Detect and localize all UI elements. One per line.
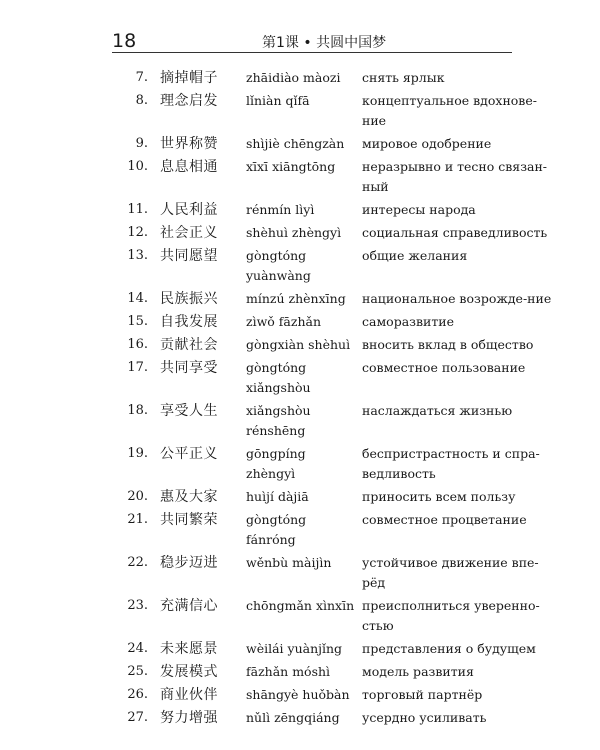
entry-pinyin: gōngpíng zhèngyì (246, 446, 306, 481)
entry-pinyin: rénmín lìyì (246, 202, 315, 217)
entry-number: 22. (127, 555, 148, 570)
entry-number: 12. (127, 225, 148, 240)
entry-translation: совместное процветание (362, 512, 527, 527)
entry-number: 11. (127, 202, 148, 217)
entry-number: 13. (127, 248, 148, 263)
entry-translation: вносить вклад в общество (362, 337, 534, 352)
entry-number: 16. (127, 337, 148, 352)
entry-number: 17. (127, 360, 148, 375)
entry-hanzi: 充满信心 (160, 598, 218, 614)
entry-hanzi: 共同享受 (160, 360, 218, 376)
entry-pinyin: shāngyè huǒbàn (246, 687, 350, 702)
vocab-entry (112, 134, 542, 154)
entry-number: 8. (135, 93, 148, 108)
vocab-entry (112, 68, 542, 88)
entry-hanzi: 社会正义 (160, 225, 218, 241)
entry-number: 25. (127, 664, 148, 679)
entry-number: 10. (127, 159, 148, 174)
entry-translation: социальная справедливость (362, 225, 548, 240)
entry-hanzi: 摘掉帽子 (160, 70, 218, 86)
entry-pinyin: gòngtóng xiǎngshòu (246, 360, 311, 395)
entry-pinyin: mínzú zhènxīng (246, 291, 346, 306)
vocab-entry (112, 358, 542, 398)
vocab-entry (112, 223, 548, 243)
entry-translation: устойчивое движение впе-рёд (362, 555, 539, 590)
entry-translation: совместное пользование (362, 360, 526, 375)
entry-translation: интересы народа (362, 202, 476, 217)
vocab-entry (112, 553, 542, 593)
vocab-entry (112, 596, 542, 636)
vocab-entry (112, 662, 542, 682)
entry-number: 15. (127, 314, 148, 329)
entry-hanzi: 发展模式 (160, 664, 218, 680)
entry-pinyin: nǔlì zēngqiáng (246, 710, 340, 725)
vocab-entry (112, 487, 542, 507)
entry-hanzi: 公平正义 (160, 446, 218, 462)
entry-hanzi: 世界称赞 (160, 136, 218, 152)
vocab-entry (112, 312, 542, 332)
entry-hanzi: 贡献社会 (160, 337, 218, 353)
entry-translation: торговый партнёр (362, 687, 483, 702)
entry-hanzi: 民族振兴 (160, 291, 218, 307)
entry-number: 7. (135, 70, 148, 85)
entry-translation: беспристрастность и спра-ведливость (362, 446, 540, 481)
entry-pinyin: zìwǒ fāzhǎn (246, 314, 321, 329)
entry-number: 20. (127, 489, 148, 504)
vocab-entry (112, 401, 542, 441)
entry-translation: саморазвитие (362, 314, 454, 329)
entry-hanzi: 人民利益 (160, 202, 218, 218)
entry-pinyin: lǐniàn qǐfā (246, 93, 310, 108)
entry-translation: неразрывно и тесно связан-ный (362, 159, 548, 194)
entry-pinyin: xīxī xiāngtōng (246, 159, 336, 174)
vocabulary-list (112, 68, 552, 731)
entry-pinyin: chōngmǎn xìnxīn (246, 598, 355, 613)
entry-translation: национальное возрожде-ние (362, 291, 552, 306)
entry-pinyin: shìjiè chēngzàn (246, 136, 345, 151)
entry-translation: приносить всем пользу (362, 489, 516, 504)
running-head: 第1课 • 共圆中国梦 (262, 35, 387, 51)
entry-hanzi: 共同繁荣 (160, 512, 218, 528)
entry-number: 21. (127, 512, 148, 527)
entry-translation: концептуальное вдохнове-ние (362, 93, 537, 128)
entry-hanzi: 稳步迈进 (160, 555, 218, 571)
entry-hanzi: 未来愿景 (160, 641, 218, 657)
entry-hanzi: 自我发展 (160, 314, 218, 330)
vocab-entry (112, 91, 542, 131)
entry-number: 18. (127, 403, 148, 418)
vocab-entry (112, 685, 542, 705)
entry-number: 19. (127, 446, 148, 461)
entry-translation: модель развития (362, 664, 474, 679)
entry-pinyin: xiǎngshòu rénshēng (246, 403, 311, 438)
entry-hanzi: 理念启发 (160, 93, 218, 109)
entry-translation: преисполниться уверенно-стью (362, 598, 540, 633)
entry-number: 23. (127, 598, 148, 613)
vocab-entry (112, 289, 552, 309)
entry-hanzi: 惠及大家 (160, 489, 218, 505)
entry-pinyin: gòngtóng fánróng (246, 512, 307, 547)
vocab-entry (112, 639, 542, 659)
entry-hanzi: 息息相通 (160, 159, 218, 175)
entry-pinyin: gòngtóng yuànwàng (246, 248, 311, 283)
entry-translation: мировое одобрение (362, 136, 492, 151)
entry-hanzi: 享受人生 (160, 403, 218, 419)
entry-pinyin: zhāidiào màozi (246, 70, 341, 85)
entry-hanzi: 努力增强 (160, 710, 218, 726)
page-header (112, 26, 512, 54)
entry-number: 26. (127, 687, 148, 702)
entry-translation: усердно усиливать (362, 710, 487, 725)
vocab-entry (112, 157, 548, 197)
entry-pinyin: huìjí dàjiā (246, 489, 309, 504)
entry-pinyin: shèhuì zhèngyì (246, 225, 342, 240)
vocab-entry (112, 708, 542, 728)
entry-number: 9. (135, 136, 148, 151)
entry-pinyin: wèilái yuànjǐng (246, 641, 343, 656)
entry-hanzi: 共同愿望 (160, 248, 218, 264)
entry-number: 24. (127, 641, 148, 656)
entry-pinyin: wěnbù màijìn (246, 555, 332, 570)
vocab-entry (112, 246, 542, 286)
entry-translation: наслаждаться жизнью (362, 403, 513, 418)
entry-hanzi: 商业伙伴 (160, 687, 218, 703)
header-rule (112, 52, 512, 53)
entry-pinyin: fāzhǎn móshì (246, 664, 331, 679)
entry-pinyin: gòngxiàn shèhuì (246, 337, 351, 352)
page-number: 18 (112, 30, 137, 52)
entry-number: 27. (127, 710, 148, 725)
entry-translation: представления о будущем (362, 641, 536, 656)
vocab-entry (112, 200, 542, 220)
vocab-entry (112, 335, 542, 355)
entry-translation: общие желания (362, 248, 468, 263)
vocab-entry (112, 510, 542, 550)
entry-translation: снять ярлык (362, 70, 445, 85)
entry-number: 14. (127, 291, 148, 306)
vocab-entry (112, 444, 542, 484)
